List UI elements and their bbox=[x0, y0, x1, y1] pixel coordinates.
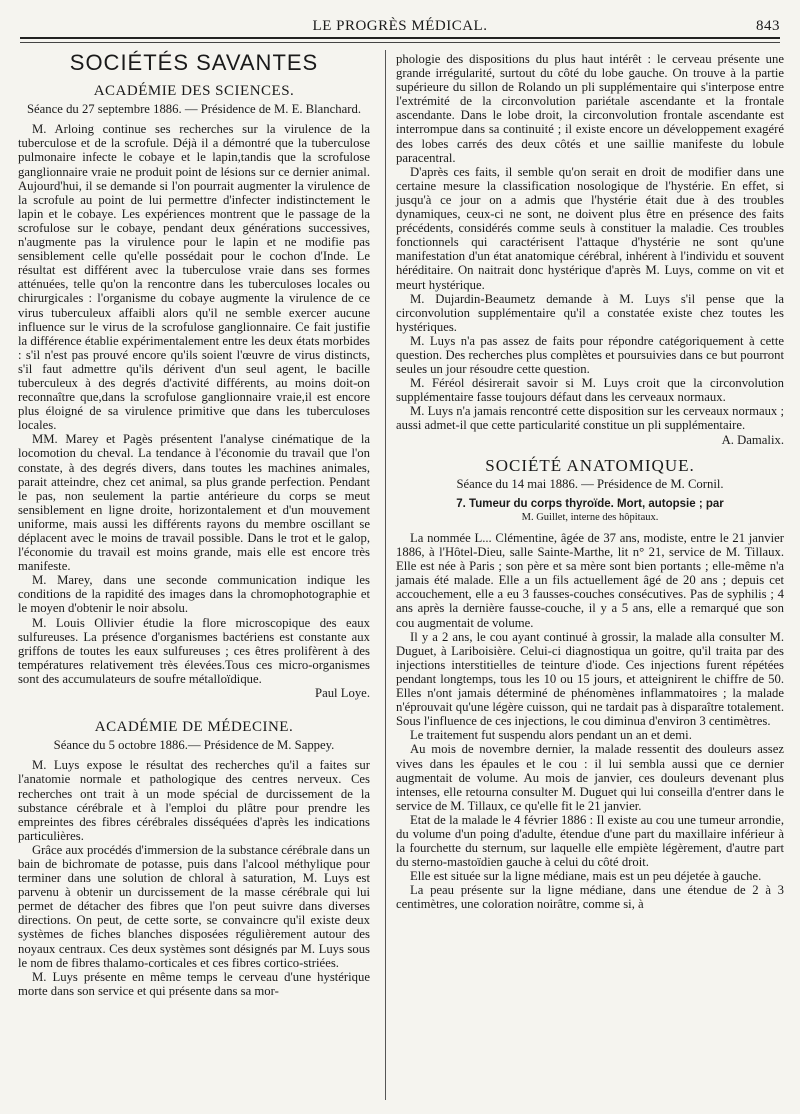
academie-sciences-seance: Séance du 27 septembre 1886. — Présidence de M. E. Blanchard. bbox=[26, 102, 361, 117]
case-author: M. Guillet, interne des hôpitaux. bbox=[521, 511, 659, 523]
paragraph: Etat de la malade le 4 février 1886 : Il existe au cou une tumeur arrondie, du volume d'un poing d'adulte, étendue d'une part du maxillaire inférieur à la fourchette du sternum, sur laquelle elle empiète légèrement, d'autre part du sterno-mastoïdien gauche à celui du côté droit. bbox=[396, 812, 784, 870]
paragraph: D'après ces faits, il semble qu'on serait en droit de modifier dans une certaine mesure la classification nosologique de l'hystérie. En effet, si jusqu'à ce jour on a admis que l'hystérie était due à des troubles dynamiques, ceux-ci ne sont, ne doivent plus être en présence des faits précédents, considérés comme seuls à constituer la maladie. Ces troubles fonctionnels qui caractérisent l'attaque d'hystérie ne sont qu'une manifestation d'un état anatomique cérébral, inhérent à l'individu et souvent héréditaire. On naitrait donc hystérique d'après M. Luys, comme on vit et meurt hystérique. bbox=[396, 164, 784, 292]
paragraph: Au mois de novembre dernier, la malade ressentit des douleurs assez vives dans les épaules et le cou : il lui sembla aussi que ce dernier augmentait de volume. Au mois de janvier, ces douleurs devenant plus intenses, elle retourna consulter M. Duguet qui lui conseilla d'entrer dans le service de M. Tillaux, ce qu'elle fit le 21 janvier. bbox=[396, 742, 784, 813]
societe-anatomique-title: SOCIÉTÉ ANATOMIQUE. bbox=[485, 455, 695, 475]
left-column bbox=[18, 52, 370, 998]
section-title: SOCIÉTÉS SAVANTES bbox=[69, 50, 319, 75]
case-title: 7. Tumeur du corps thyroïde. Mort, autopsie ; par bbox=[456, 497, 724, 510]
paragraph: phologie des dispositions du plus haut intérêt : le cerveau présente une grande irrégularité, surtout du côté du lobe gauche. On trouve à la partie supérieure du sillon de Rolando un pli supplémentaire qui s'interpose entre l'extrémité de la circonvolution pariétale ascendante et la frontale ascendante. Dans le lobe droit, la circonvolution frontale ascendante est interrompue dans sa continuité ; il existe encore un développement exagéré des lobes carrés des deux côtés et une saillie manifeste du lobule paracentral. bbox=[396, 52, 784, 165]
societe-anatomique-seance: Séance du 14 mai 1886. — Présidence de M. Cornil. bbox=[456, 476, 724, 491]
paragraph: Il y a 2 ans, le cou ayant continué à grossir, la malade alla consulter M. Duguet, à Lariboisière. Celui-ci diagnostiqua un goitre, qu'il traita par des injections interstitielles de teinture d'iode. Ces injections furent répétées pendant longtemps, tous les 10 ou 15 jours, et atteignirent le chiffre de 50. Elles n'ont jamais déterminé de phénomènes inflammatoires ; la malade n'éprouvait qu'une légère cuisson, qui ne tardait pas à disparaître totalement. Sous l'influence de ces injections, le cou diminua d'environ 3 centimètres. bbox=[396, 629, 784, 729]
paragraph: M. Luys présente en même temps le cerveau d'une hystérique morte dans son service et qui présente dans sa mor- bbox=[18, 969, 370, 998]
column-divider bbox=[385, 50, 386, 1100]
paragraph: La peau présente sur la ligne médiane, dans une étendue de 2 à 3 centimètres, une coloration noirâtre, comme si, à bbox=[396, 883, 784, 912]
right-column bbox=[396, 52, 784, 912]
paragraph: Grâce aux procédés d'immersion de la substance cérébrale dans un bain de bichromate de potasse, puis dans l'alcool méthylique pour terminer dans une solution de chloral à saturation, M. Luys est parvenu à obtenir un durcissement de la masse cérébrale qui lui permet de détacher des fibres que l'on peut suivre dans diverses directions. On peut, de cette sorte, se convaincre qu'il existe deux systèmes de fiches blanches disposées régulièrement autour des noyaux centraux. Ces deux systèmes sont désignés par M. Luys sous le nom de fibres thalamo-corticales et ces fibres cortico-striées. bbox=[18, 842, 371, 970]
paragraph: M. Luys n'a jamais rencontré cette disposition sur les cerveaux normaux ; aussi admet-il que cette particularité constitue un pli supplémentaire. bbox=[396, 404, 784, 433]
header-rule-thick bbox=[20, 37, 780, 39]
paragraph: Le traitement fut suspendu alors pendant un an et demi. bbox=[410, 728, 692, 743]
page-number: 843 bbox=[756, 18, 780, 34]
academie-medecine-title: ACADÉMIE DE MÉDECINE. bbox=[94, 719, 294, 736]
paragraph: M. Dujardin-Beaumetz demande à M. Luys s'il pense que la circonvolution supplémentaire qu'il a constatée existe chez toutes les hystériques. bbox=[396, 291, 784, 334]
journal-title: LE PROGRÈS MÉDICAL. bbox=[312, 18, 488, 34]
paragraph: M. Louis Ollivier étudie la flore microscopique des eaux sulfureuses. La présence d'organismes bactériens est constante aux griffons de toutes les eaux sulfureuses ; ces êtres prolifèrent à des températures relativement très élevées.Tous ces micro-organismes sont des accumulateurs de soufre métalloïdique. bbox=[18, 615, 370, 686]
header-rule-thin bbox=[20, 42, 780, 43]
paragraph: Elle est située sur la ligne médiane, mais est un peu déjetée à gauche. bbox=[410, 869, 762, 884]
academie-sciences-title: ACADÉMIE DES SCIENCES. bbox=[93, 83, 295, 100]
page-header bbox=[20, 14, 780, 36]
paragraph: M. Féréol désirerait savoir si M. Luys croit que la circonvolution supplémentaire fasse toujours défaut dans les cerveaux normaux. bbox=[396, 376, 784, 405]
paragraph: M. Arloing continue ses recherches sur la virulence de la tuberculose et de la scrofule. Déjà il a démontré que la tuberculose pulmonaire infecte le cobaye et le lapin,tandis que la scrofulose ganglionnaire vraie ne produit point de lésions sur ce dernier animal. Aujourd'hui, il se demande si l'on pourrait augmenter la virulence de la scrofule au point de lui permettre d'infecter indistinctement le lapin et le cobaye. Les expériences montrent que le passage de la scrofulose sur le cobaye, pendant deux générations successives, n'augmente pas la virulence pour le lapin et ne modifie pas sensiblement celle qu'elle possédait pour le cochon d'Inde. Le résultat est différent avec la tuberculose vraie dans ses formes atténuées, telle qu'on la rencontre dans les tuberculoses locales ou chirurgicales : l'organisme du cobaye augmente la virulence de ce virus tuberculeux affaibli alors qu'il ne semble exercer aucune influence sur le virus de la scrofulose ganglionnaire. Ce fait justifie la différence établie expérimentalement entre les deux états morbides : s'il n'est pas prouvé encore qu'ils soient l'œuvre de virus distincts, s'il faut admettre qu'ils dérivent d'un seul agent, le bacille tuberculeux à des degrés d'activité différents, au moins doit-on reconnaître que,dans la scrofulose ganglionnaire vraie,il est encore plus éloigné de sa virulence primitive que dans les tuberculoses locales. bbox=[18, 122, 370, 433]
paragraph: M. Marey, dans une seconde communication indique les conditions de la rapidité des images dans la chromophotographie et le moyen d'obtenir le noir absolu. bbox=[18, 573, 370, 616]
paragraph: M. Luys expose le résultat des recherches qu'il a faites sur l'anatomie normale et pathologique des centres nerveux. Ces recherches ont trait à un mode spécial de durcissement de la substance cérébrale et à l'emploi du plâtre pour prendre les empreintes des fibres cérébrales disséquées d'après les indications particulières. bbox=[18, 758, 370, 843]
paragraph: MM. Marey et Pagès présentent l'analyse cinématique de la locomotion du cheval. La tendance à l'économie du travail que l'on constate, à des degrés divers, dans toutes les machines animales, parait atteindre, chez cet animal, sa plus grande perfection. Pendant le pas, non seulement la partie antérieure du corps se meut sensiblement en ligne droite, horizontalement et d'un mouvement uniforme, mais aussi les différents rayons du membre oscillant se déplacent avec le moins de travail possible. Dans le trot et le galop, l'économie du travail est moins grande, mais elle est encore très manifeste. bbox=[18, 432, 370, 574]
paragraph: La nommée L... Clémentine, âgée de 37 ans, modiste, entre le 21 janvier 1886, à l'Hôtel-Dieu, salle Sainte-Marthe, lit n° 21, service de M. Tillaux. Elle est née à Paris ; son père et sa mère sont bien portants ; elle-même n'a jamais été malade. Elle a un fils actuellement âgé de 20 ans ; depuis cet accouchement, elle a eu 3 fausses-couches consécutives. Pas de syphilis ; 4 ans après la dernière fausse-couche, il y a 5 ans, elle a remarqué que son cou augmentait de volume. bbox=[396, 531, 784, 630]
signature: A. Damalix. bbox=[721, 432, 784, 447]
signature: Paul Loye. bbox=[315, 686, 370, 701]
paragraph: M. Luys n'a pas assez de faits pour répondre catégoriquement à cette question. Des recherches plus complètes et poursuivies dans ce but pourront seules un jour résoudre cette question. bbox=[396, 333, 784, 377]
academie-medecine-seance: Séance du 5 octobre 1886.— Présidence de M. Sappey. bbox=[53, 738, 335, 753]
